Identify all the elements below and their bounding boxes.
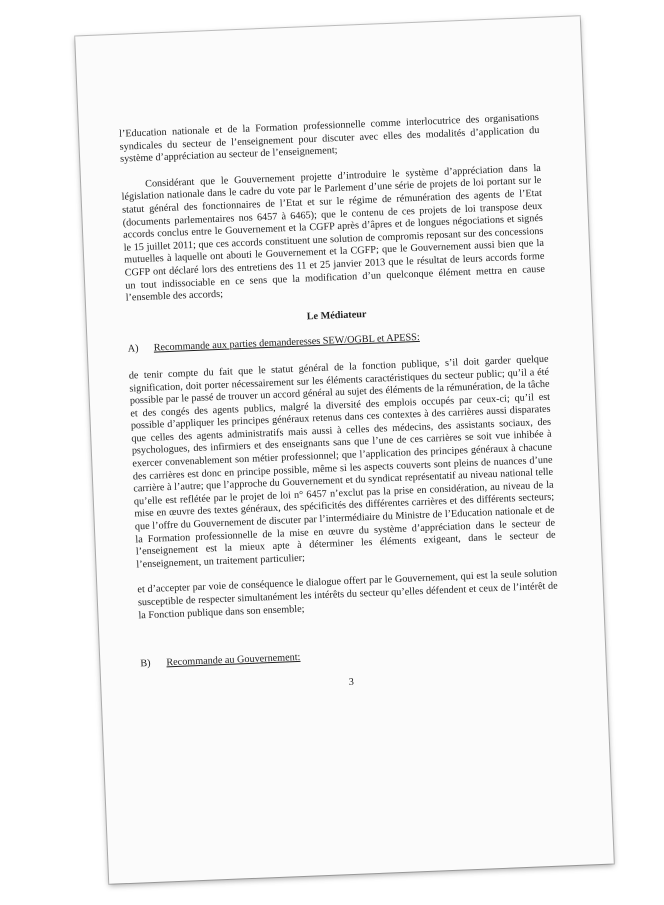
recommendation-a-letter: A) — [127, 343, 139, 355]
page-number: 3 — [348, 676, 355, 688]
recommendation-a-paragraph-2: et d’accepter par voie de conséquence le dialogue offert par le Gouvernement, qui est la seule solution susceptible de respecter simultanément les intérêts du secteur qu’elles défendent et ceux de l’intérêt de la Fonction publique dans son ensemble; — [137, 567, 558, 621]
recommendation-b-title: Recommande au Gouvernement: — [166, 652, 301, 669]
recommendation-a-title: Recommande aux parties demanderesses SEW/OGBL et APESS: — [153, 332, 420, 354]
considering-paragraph: Considérant que le Gouvernement projette d’introduire le système d’appréciation dans la législation nationale dans le cadre du vote par le Parlement d’une série de projets de loi portant sur le statut général des fonctionnaires de l’Etat et sur le régime de rémunération des agents de l’Etat (documents parlementaires nos 6457 à 6465); que le contenu de ces projets de loi transpose deux accords conclus entre le Gouvernement et la CGFP après d’âpres et de longues négociations et signés le 15 juillet 2011; que ces accords constituent une solution de compromis reposant sur des concessions mutuelles à laquelle ont abouti le Gouvernement et la CGFP; que le Gouvernement aussi bien que la CGFP ont déclaré lors des entretiens des 11 et 25 janvier 2013 que le résultat de leurs accords forme un tout indissociable en ce sens que la modification d’un quelconque élément mettra en cause l’ensemble des accords; — [121, 162, 546, 304]
document-page — [75, 16, 614, 884]
intro-paragraph: l’Education nationale et de la Formation professionnelle comme interlocutrice des organisations syndicales du secteur de l’enseignement pour discuter avec elles des modalités d’application du système d’appréciation au secteur de l’enseignement; — [118, 111, 540, 165]
section-heading: Le Médiateur — [306, 308, 367, 323]
recommendation-a — [128, 327, 548, 356]
recommendation-b — [140, 642, 560, 671]
document-body — [119, 112, 562, 698]
recommendation-b-letter: B) — [140, 658, 151, 670]
recommendation-a-paragraph-1: de tenir compte du fait que le statut général de la fonction publique, s’il doit garder quelque signification, doit porter nécessairement sur les éléments caractéristiques du secteur public; qu’il a été possible par le passé de trouver un accord général au sujet des éléments de la rémunération, de la tâche et des congés des agents publics, malgré la diversité des emplois occupés par ceux-ci; qu’il est possible d’appliquer les principes généraux retenus dans ces contextes à des carrières aussi disparates que celles des agents administratifs mais aussi à celles des médecins, des assistants sociaux, des psychologues, des infirmiers et des enseignants sans que l’une de ces carrières se soit vue inhibée à exercer convenablement son métier professionnel; que l’application des principes généraux à chacune des carrières est donc en principe possible, même si les aspects couverts sont pleins de nuances d’une carrière à l’autre; que l’approche du Gouvernement et du syndicat représentatif au niveau national telle qu’elle est reflétée par le projet de loi n° 6457 n’exclut pas la prise en considération, au niveau de la mise en œuvre des textes généraux, des spécificités des différentes carrières et des différents secteurs; que l’offre du Gouvernement de discuter par l’intermédiaire du Ministre de l’Education nationale et de la Formation professionnelle de la mise en œuvre du système d’appréciation dans le secteur de l’enseignement est la mieux apte à déterminer les éléments exigeant, dans le secteur de l’enseignement, un traitement particulier; — [128, 353, 556, 571]
